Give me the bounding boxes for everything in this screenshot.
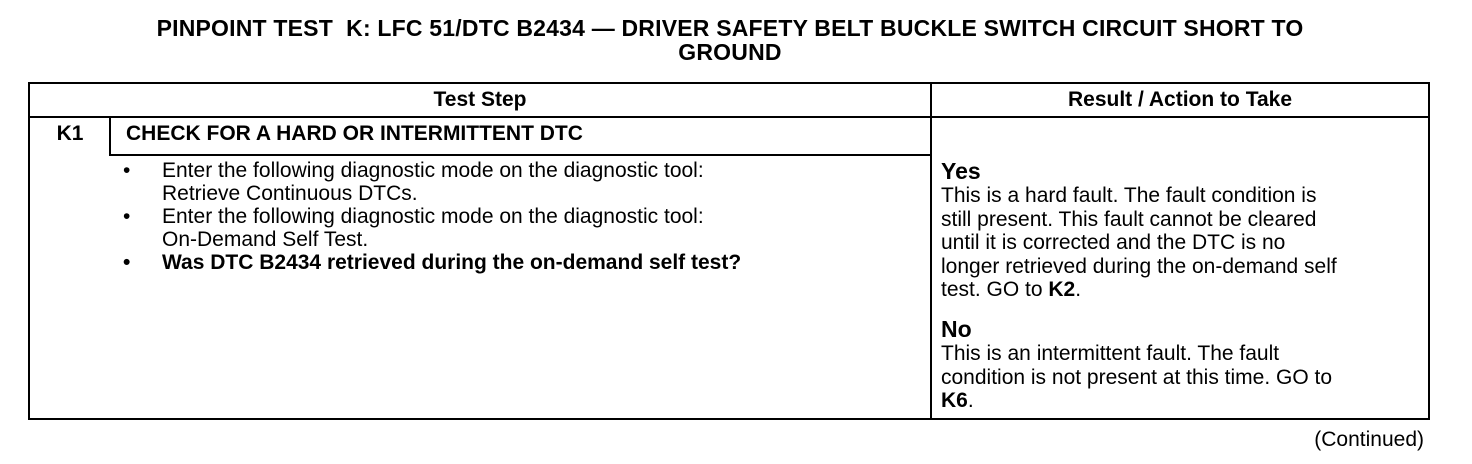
result-line: [941, 389, 1431, 413]
result-punct: .: [1075, 278, 1082, 301]
header-result: Result / Action to Take: [1067, 88, 1293, 111]
result-line: until it is corrected and the DTC is no: [941, 231, 1286, 254]
instruction-item: [120, 205, 920, 251]
instruction-question: [120, 251, 920, 274]
instruction-item: [120, 159, 920, 205]
result-line: still present. This fault cannot be cleared: [941, 207, 1317, 231]
step-reference-k6: K6: [941, 389, 968, 412]
step-instructions: [120, 159, 920, 274]
pinpoint-test-table: [28, 82, 1430, 420]
result-line: longer retrieved during the on-demand self: [941, 254, 1337, 278]
result-line: This is an intermittent fault. The fault: [941, 342, 1280, 365]
result-line: condition is not present at this time. GO to: [941, 365, 1333, 389]
result-line: This is a hard fault. The fault condition is: [941, 184, 1317, 207]
step-title-divider: [109, 154, 930, 156]
result-punct: .: [967, 389, 974, 412]
step-id: K1: [56, 122, 84, 145]
page-title: [0, 16, 1460, 64]
continued-note: (Continued): [1314, 428, 1424, 451]
step-title: CHECK FOR A HARD OR INTERMITTENT DTC: [126, 122, 583, 145]
title-line-2: GROUND: [678, 39, 782, 65]
result-heading-no: No: [941, 316, 972, 342]
instruction-line: Enter the following diagnostic mode on the diagnostic tool:: [162, 159, 704, 182]
instruction-line: Was DTC B2434 retrieved during the on-demand self test?: [162, 251, 742, 274]
bullet-icon: •: [123, 205, 131, 228]
bullet-icon: •: [123, 159, 131, 182]
result-text: test. GO to: [941, 278, 1049, 301]
instruction-line: Retrieve Continuous DTCs.: [162, 182, 418, 205]
step-reference-k2: K2: [1048, 278, 1076, 301]
result-yes: [941, 158, 1431, 302]
column-divider: [930, 84, 932, 418]
instruction-line: On-Demand Self Test.: [162, 228, 369, 251]
bullet-icon: •: [123, 251, 131, 274]
result-no: [941, 316, 1431, 413]
result-heading-yes: Yes: [941, 158, 981, 184]
header-test-step: Test Step: [433, 88, 527, 111]
header-divider: [30, 116, 1428, 118]
title-line-1: PINPOINT TEST K: LFC 51/DTC B2434 — DRIVER SAFETY BELT BUCKLE SWITCH CIRCUIT SHORT TO: [156, 15, 1304, 41]
instruction-line: Enter the following diagnostic mode on the diagnostic tool:: [162, 205, 704, 228]
result-line: [941, 278, 1431, 302]
